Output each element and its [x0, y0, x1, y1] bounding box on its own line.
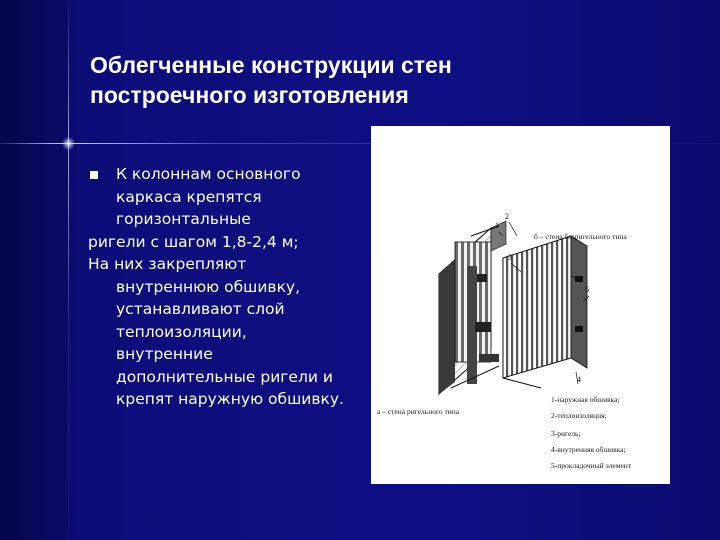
text-line: горизонтальные: [116, 210, 251, 228]
wall-construction-drawing: [371, 126, 670, 484]
figure-legend: [551, 395, 632, 470]
callout-label: 2: [505, 212, 509, 221]
legend-item: 5-прокладочный элемент: [551, 461, 632, 470]
legend-item: 4-внутренняя обшивка;: [551, 445, 626, 454]
text-line: ригели с шагом 1,8-2,4 м;: [88, 232, 299, 251]
wall-construction-figure: [371, 126, 670, 484]
legend-item: 1-наружная обшивка;: [551, 395, 620, 404]
text-line: устанавливают слой: [116, 300, 285, 318]
caption-b: б – стена безригельного типа: [534, 232, 627, 241]
left-band: [0, 0, 68, 540]
callout-label: 3: [508, 253, 512, 262]
text-line: теплоизоляции,: [116, 322, 247, 341]
slide-body: [88, 163, 373, 411]
wall-b-drawing: [503, 236, 587, 388]
text-line: внутренние: [116, 345, 213, 363]
paragraph: [88, 253, 373, 411]
title-line: Облегченные конструкции стен: [90, 52, 452, 78]
decorative-vertical-line: [68, 0, 69, 540]
text-line: каркаса крепятся: [116, 187, 262, 206]
caption-a: а – стена ригельного типа: [377, 407, 460, 416]
legend-item: 2-теплоизоляция;: [551, 411, 607, 420]
paragraph-continuation: [88, 276, 373, 411]
wall-a-drawing: [439, 221, 506, 394]
text-line: внутреннюю обшивку,: [116, 277, 301, 296]
legend-item: 3-ригель;: [551, 429, 581, 438]
callout-label: 5: [585, 285, 589, 294]
callout-label: 1: [495, 221, 499, 230]
text-line: На них закрепляют: [88, 255, 247, 273]
title-line: построечного изготовления: [90, 82, 409, 108]
bullet-paragraph: [88, 163, 373, 231]
paragraph: [88, 231, 373, 254]
text-line: крепят наружную обшивку.: [116, 390, 344, 408]
text-line: К колоннам основного: [116, 165, 301, 183]
text-line: дополнительные ригели и: [116, 367, 333, 386]
callout-label: 4: [577, 375, 581, 384]
square-bullet-icon: [90, 171, 98, 179]
slide-title: [90, 50, 650, 110]
decorative-glint: [62, 137, 75, 150]
